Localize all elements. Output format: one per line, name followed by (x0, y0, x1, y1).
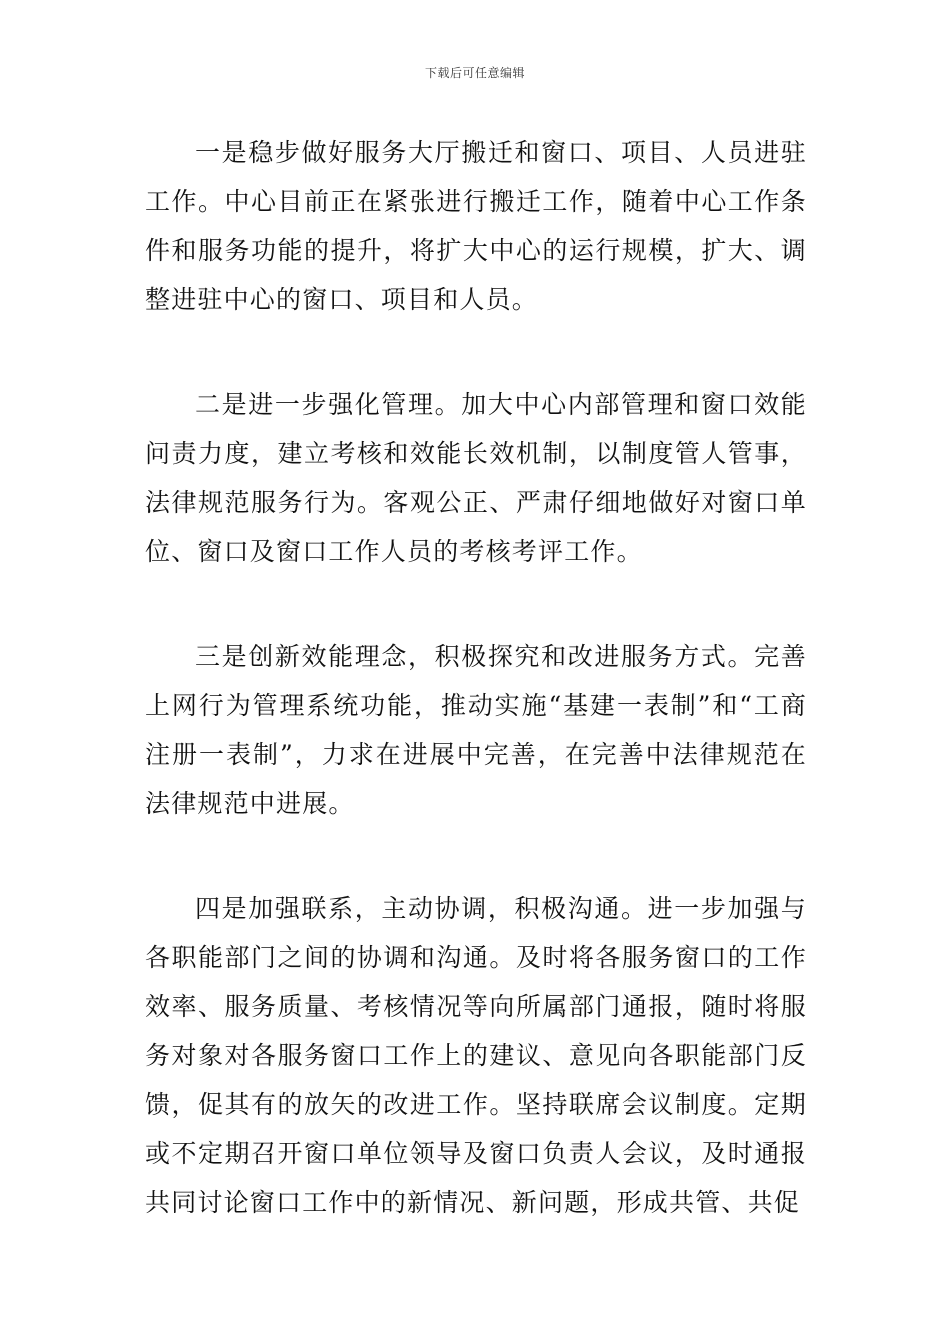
page-header-note: 下载后可任意编辑 (424, 66, 525, 80)
document-body (145, 128, 807, 1283)
paragraph-3: 三是创新效能理念，积极探究和改进服务方式。完善上网行为管理系统功能，推动实施“基建一表制”和“工商注册一表制”，力求在进展中完善，在完善中法律规范在法律规范中进展。 (145, 642, 807, 818)
paragraph-2: 二是进一步强化管理。加大中心内部管理和窗口效能问责力度，建立考核和效能长效机制，以制度管人管事，法律规范服务行为。客观公正、严肃仔细地做好对窗口单位、窗口及窗口工作人员的考核考评工作。 (145, 390, 807, 566)
paragraph-1: 一是稳步做好服务大厅搬迁和窗口、项目、人员进驻工作。中心目前正在紧张进行搬迁工作，随着中心工作条件和服务功能的提升，将扩大中心的运行规模，扩大、调整进驻中心的窗口、项目和人员。 (145, 138, 807, 314)
paragraph-4: 四是加强联系，主动协调，积极沟通。进一步加强与各职能部门之间的协调和沟通。及时将各服务窗口的工作效率、服务质量、考核情况等向所属部门通报，随时将服务对象对各服务窗口工作上的建议、意见向各职能部门反馈，促其有的放矢的改进工作。坚持联席会议制度。定期或不定期召开窗口单位领导及窗口负责人会议，及时通报共同讨论窗口工作中的新情况、新问题，形成共管、共促 (145, 894, 807, 1217)
